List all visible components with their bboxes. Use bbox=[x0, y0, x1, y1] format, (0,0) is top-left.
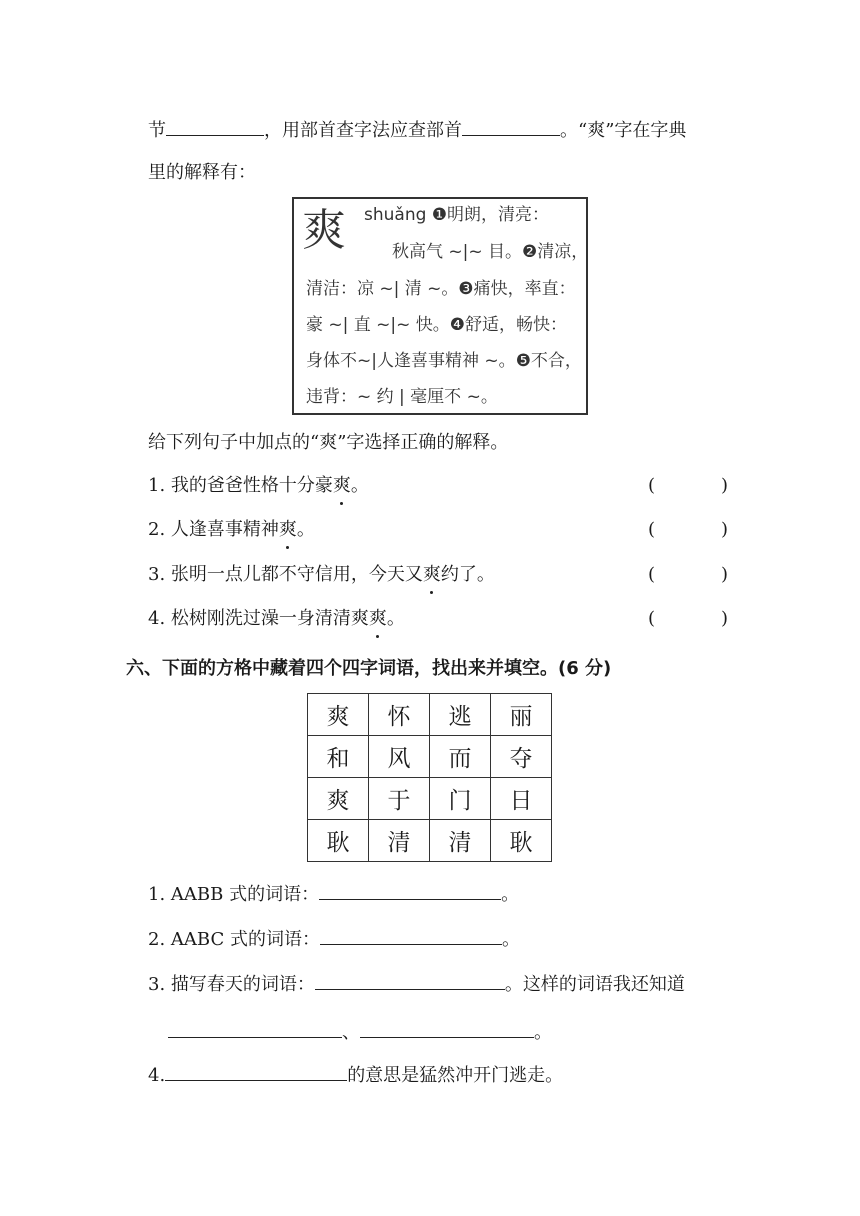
dictionary-line: 豪 ~| 直 ~|~ 快。❹舒适，畅快： bbox=[306, 315, 568, 335]
item-number: 1. bbox=[148, 475, 166, 496]
answer-blank[interactable] bbox=[168, 1019, 342, 1038]
question-text: 1. AABB 式的词语： bbox=[148, 884, 320, 905]
sentence-item bbox=[148, 517, 315, 543]
dotted-character: 爽 bbox=[423, 562, 441, 588]
answer-blank[interactable] bbox=[315, 971, 505, 990]
grid-cell: 夺 bbox=[491, 736, 552, 778]
grid-cell: 和 bbox=[308, 736, 369, 778]
dotted-character: 爽 bbox=[369, 606, 387, 632]
grid-row bbox=[308, 694, 552, 736]
grid-cell: 清 bbox=[369, 820, 430, 862]
sentence-item bbox=[148, 473, 369, 499]
sentence-text: 。 bbox=[386, 608, 405, 629]
answer-blank[interactable] bbox=[360, 1019, 534, 1038]
sentence-item bbox=[148, 606, 405, 632]
dictionary-line: 违背：~ 约 | 毫厘不 ~。 bbox=[306, 387, 498, 407]
question-3 bbox=[148, 971, 685, 998]
grid-cell: 清 bbox=[430, 820, 491, 862]
section-heading: 六、下面的方格中藏着四个四字词语，找出来并填空。(6 分) bbox=[126, 658, 612, 679]
item-number: 4. bbox=[148, 608, 166, 629]
answer-parentheses[interactable]: ( ) bbox=[648, 519, 728, 540]
answer-blank[interactable] bbox=[165, 1062, 347, 1081]
answer-blank[interactable] bbox=[320, 926, 502, 945]
grid-cell: 逃 bbox=[430, 694, 491, 736]
intro-text: 节 bbox=[148, 120, 166, 141]
grid-row bbox=[308, 736, 552, 778]
grid-cell: 于 bbox=[369, 778, 430, 820]
grid-cell: 门 bbox=[430, 778, 491, 820]
grid-row bbox=[308, 778, 552, 820]
sentence-text: 。 bbox=[350, 475, 369, 496]
intro-text: ，用部首查字法应查部首 bbox=[264, 120, 462, 141]
task-instruction: 给下列句子中加点的“爽”字选择正确的解释。 bbox=[148, 432, 509, 453]
dictionary-line: 身体不~|人逢喜事精神 ~。❺不合， bbox=[306, 351, 582, 371]
question-text: 2. AABC 式的词语： bbox=[148, 929, 320, 950]
answer-blank[interactable] bbox=[462, 117, 560, 136]
grid-cell: 爽 bbox=[308, 694, 369, 736]
question-text: 。 bbox=[501, 929, 520, 950]
question-text: 。 bbox=[534, 1022, 552, 1043]
answer-parentheses[interactable]: ( ) bbox=[648, 608, 728, 629]
dotted-character: 爽 bbox=[333, 473, 351, 499]
question-text: 。这样的词语我还知道 bbox=[504, 974, 685, 995]
question-text: 4. bbox=[148, 1065, 166, 1086]
question-4 bbox=[148, 1062, 563, 1089]
question-text: 3. 描写春天的词语： bbox=[148, 974, 315, 995]
sentence-item bbox=[148, 562, 495, 588]
word-grid bbox=[307, 693, 552, 862]
item-number: 2. bbox=[148, 519, 166, 540]
sentence-text: 我的爸爸性格十分豪 bbox=[170, 475, 333, 496]
grid-cell: 而 bbox=[430, 736, 491, 778]
grid-cell: 怀 bbox=[369, 694, 430, 736]
intro-line-2: 里的解释有： bbox=[148, 162, 256, 183]
grid-row bbox=[308, 820, 552, 862]
answer-parentheses[interactable]: ( ) bbox=[648, 564, 728, 585]
dictionary-line: 清洁：凉 ~| 清 ~。❸痛快，率直： bbox=[306, 279, 576, 299]
grid-cell: 爽 bbox=[308, 778, 369, 820]
answer-blank[interactable] bbox=[166, 117, 264, 136]
dictionary-line: 秋高气 ~|~ 目。❷清凉， bbox=[392, 242, 589, 262]
item-number: 3. bbox=[148, 564, 166, 585]
sentence-text: 人逢喜事精神 bbox=[170, 519, 279, 540]
sentence-text: 。 bbox=[296, 519, 315, 540]
sentence-text: 张明一点儿都不守信用，今天又 bbox=[170, 564, 423, 585]
sentence-text: 松树刚洗过澡一身清清爽 bbox=[170, 608, 369, 629]
dictionary-line: shuǎng ❶明朗，清亮： bbox=[364, 205, 550, 225]
question-text: 的意思是猛然冲开门逃走。 bbox=[347, 1065, 564, 1086]
intro-line-1 bbox=[148, 117, 686, 144]
grid-cell: 丽 bbox=[491, 694, 552, 736]
dictionary-headword: 爽 bbox=[302, 205, 346, 256]
grid-cell: 风 bbox=[369, 736, 430, 778]
intro-text: 。“爽”字在字典 bbox=[560, 120, 687, 141]
sentence-text: 约了。 bbox=[440, 564, 495, 585]
dotted-character: 爽 bbox=[279, 517, 297, 543]
question-1 bbox=[148, 881, 519, 908]
grid-cell: 耿 bbox=[308, 820, 369, 862]
answer-blank[interactable] bbox=[319, 881, 501, 900]
question-3-continued bbox=[168, 1019, 552, 1046]
separator: 、 bbox=[342, 1022, 360, 1043]
answer-parentheses[interactable]: ( ) bbox=[648, 475, 728, 496]
grid-cell: 耿 bbox=[491, 820, 552, 862]
dictionary-entry-box bbox=[292, 197, 588, 415]
question-text: 。 bbox=[501, 884, 520, 905]
question-2 bbox=[148, 926, 520, 953]
grid-cell: 日 bbox=[491, 778, 552, 820]
